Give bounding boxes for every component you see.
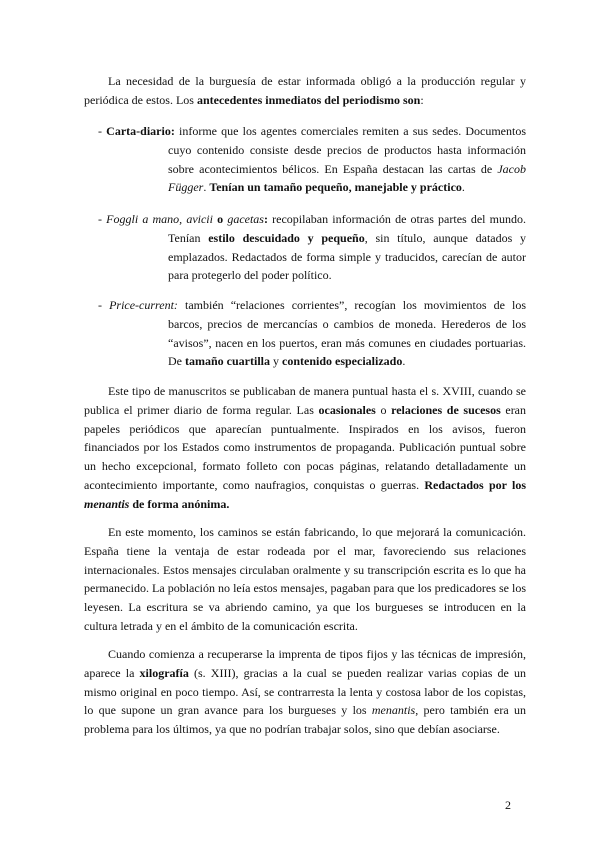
list-item-carta-diario: - Carta-diario: informe que los agentes comerciales remiten a sus sedes. Documentos cuyo contenido consiste desde precios de productos hasta información sobre acontecimientos bélicos. En España destacan las cartas de Jacob Függer. Tenían un tamaño pequeño, manejable y práctico. (98, 124, 527, 195)
list-item-price-current: - Price-current: también “relaciones corrientes”, recogían los movimientos de los barcos, precios de mercancías o cambios de moneda. Herederos de los “avisos”, nacen en los puertos, eran más comunes en ciudades portuarias. De tamaño cuartilla y contenido especializado. (98, 298, 526, 369)
imprenta-paragraph: Cuando comienza a recuperarse la imprenta de tipos fijos y las técnicas de impresión, aparece la xilografía (s. XIII), gracias a la cual se pueden realizar varias copias de un mismo original en poco tiempo. Así, se contrarresta la lenta y costosa labor de los copistas, lo que supone un gran avance para los burgueses y los menantis, pero también era un problema para los últimos, ya que no podrían trabajar solos, sino que debían asociarse. (84, 647, 527, 737)
list-item-foggli: - Foggli a mano, avicii o gacetas: recopilaban información de otras partes del mundo. Tenían estilo descuidado y pequeño, sin título, aunque datados y emplazados. Redactados de forma simple y traducidos, carecían de autor para protegerlo del poder político. (98, 212, 527, 283)
caminos-paragraph: En este momento, los caminos se están fabricando, lo que mejorará la comunicación. España tiene la ventaja de estar rodeada por el mar, favoreciendo sus relaciones internacionales. Estos mensajes circulaban oralmente y su transcripción escrita es lo que ha permanecido. La población no leía estos mensajes, pagaban para que los predicadores se los leyesen. La escritura se va abriendo camino, ya que los burgueses se introducen en la cultura letrada y en el ámbito de la comunicación escrita. (84, 525, 526, 633)
page-number: 2 (505, 798, 511, 812)
manuscritos-paragraph: Este tipo de manuscritos se publicaban de manera puntual hasta el s. XVIII, cuando se publica el primer diario de forma regular. Las ocasionales o relaciones de sucesos eran papeles periódicos que aparecían puntualmente. Inspirados en los avisos, fueron financiados por los Estados como instrumentos de propaganda. Publicación puntual sobre un hecho excepcional, formato folleto con pocas páginas, relatando detalladamente un acontecimiento importante, como naufragios, conquistas o guerras. Redactados por los menantis de forma anónima. (84, 384, 527, 511)
intro-paragraph: La necesidad de la burguesía de estar informada obligó a la producción regular y periódica de estos. Los antecedentes inmediatos del periodismo son: (84, 74, 526, 107)
